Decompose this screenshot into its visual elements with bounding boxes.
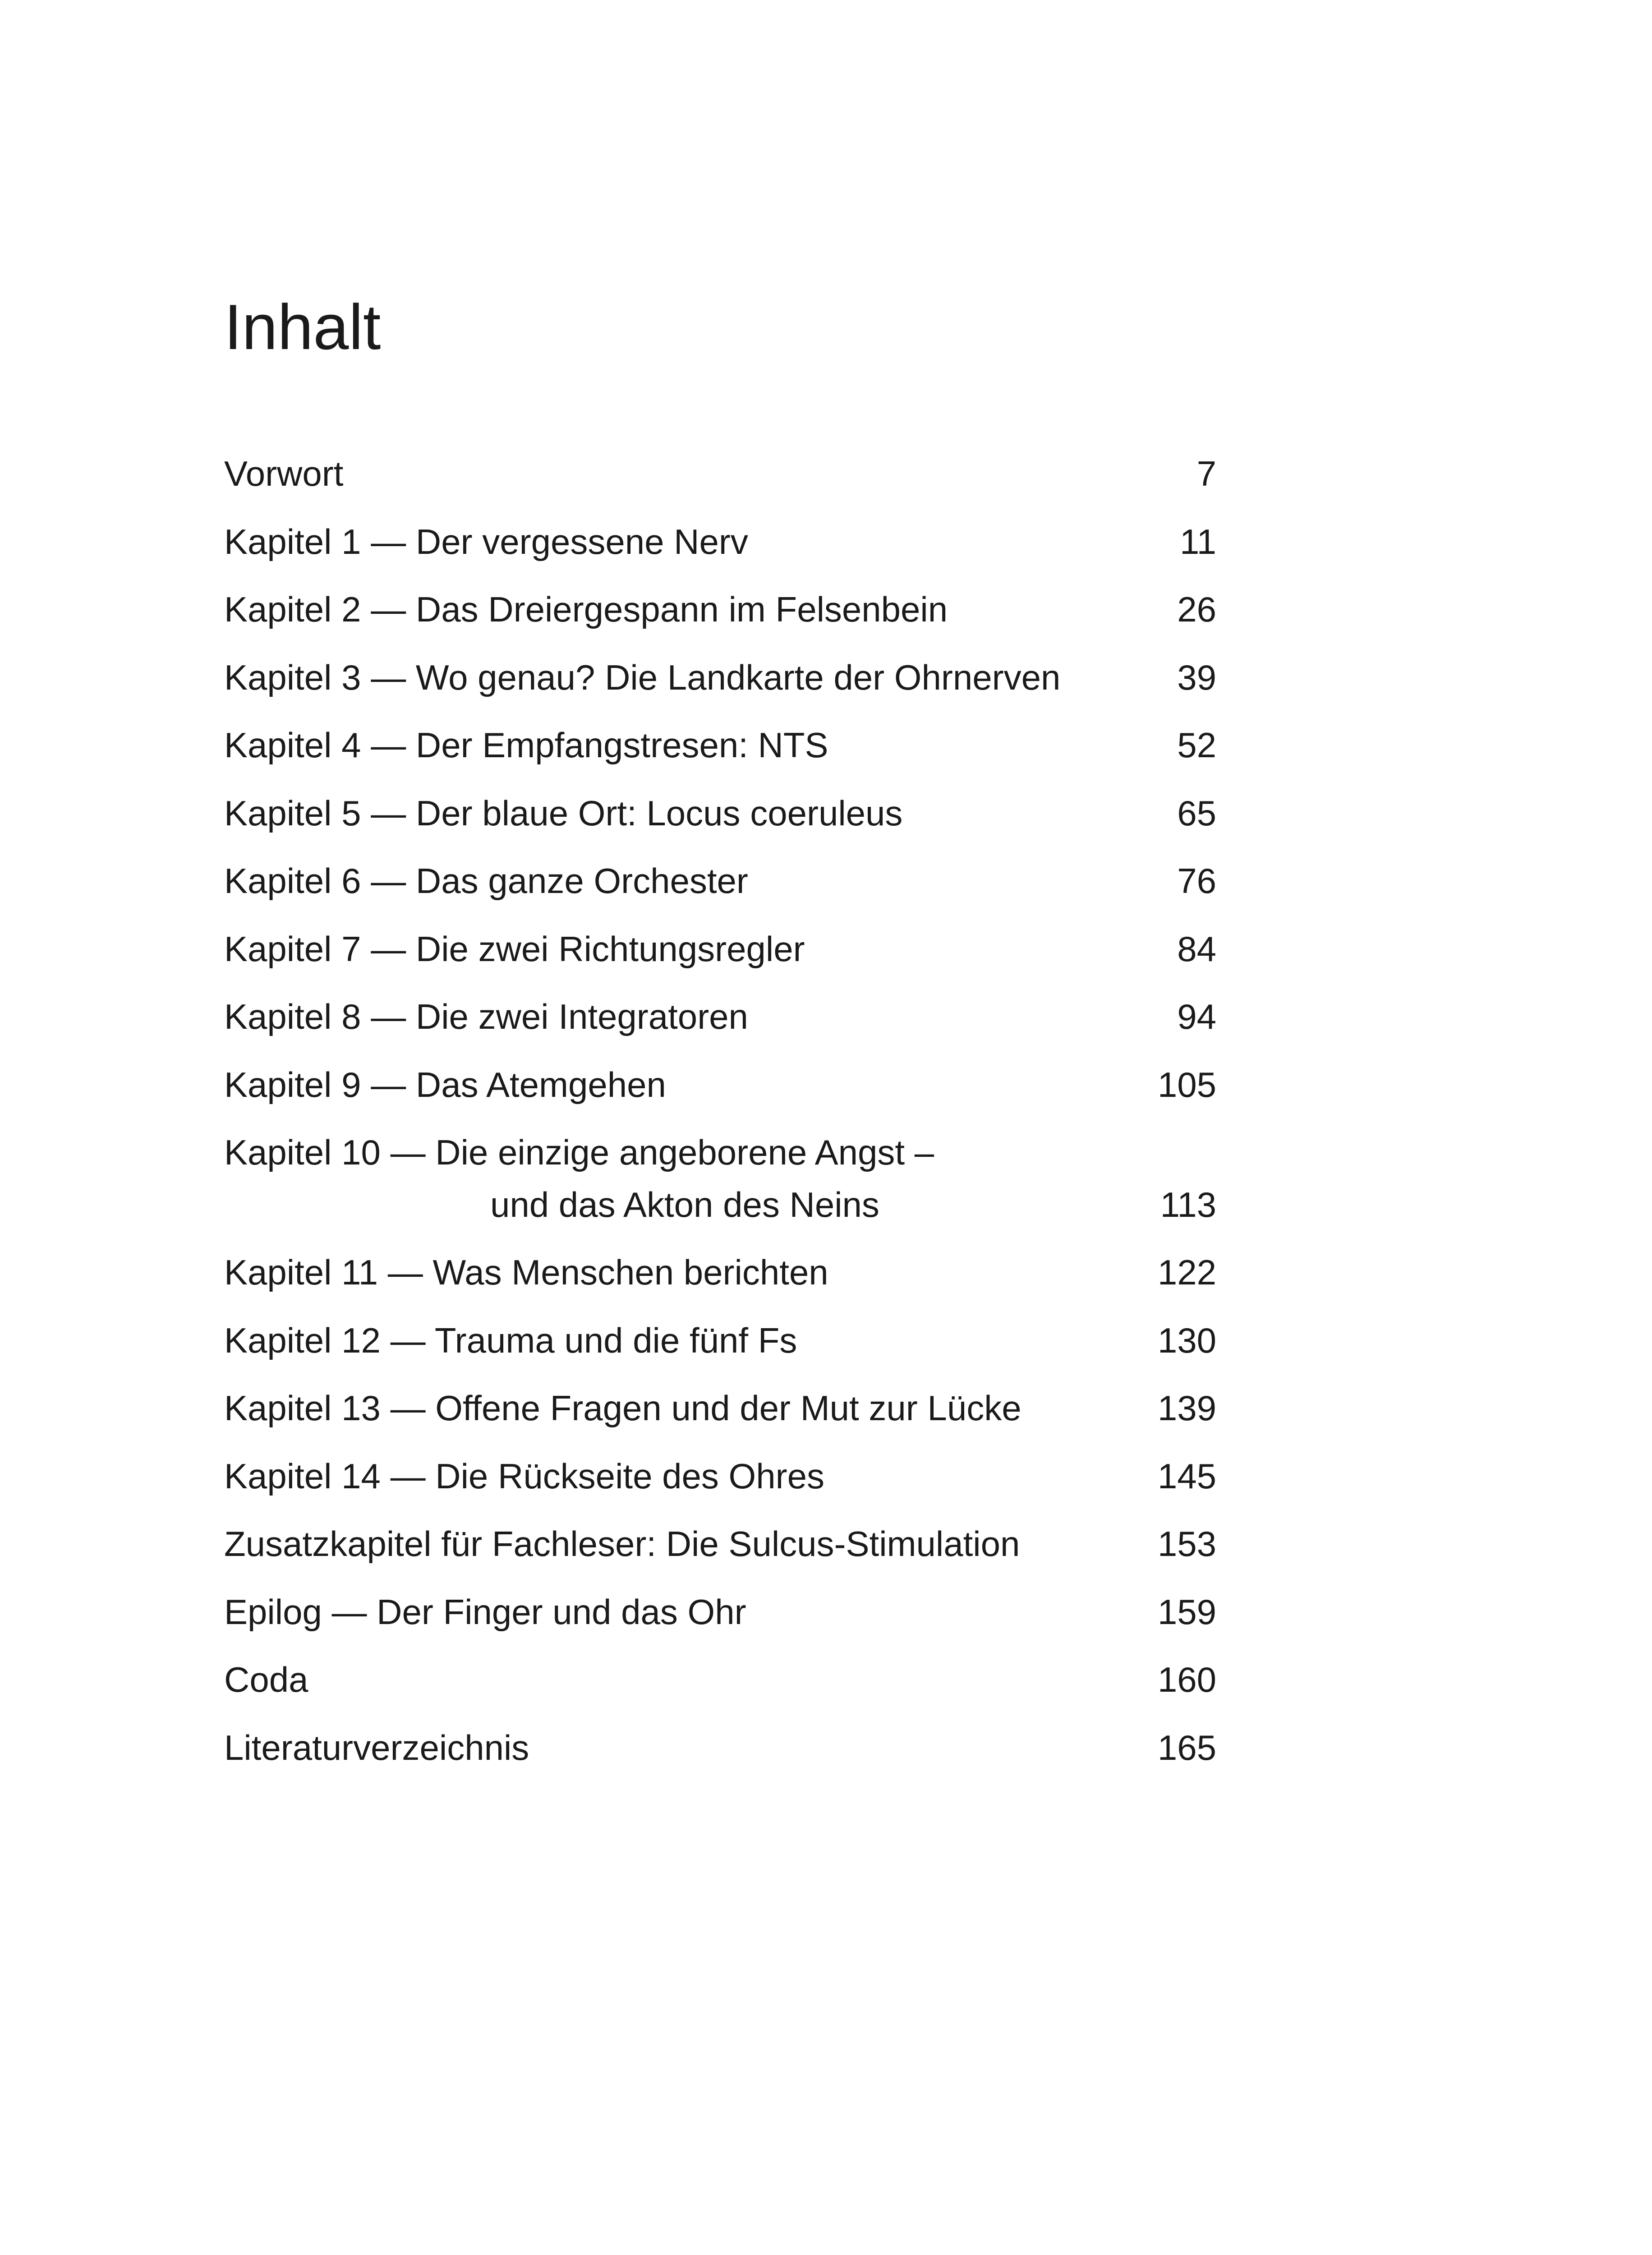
toc-entry-label: Vorwort (224, 454, 344, 493)
toc-entry-kapitel-11[interactable] (224, 1250, 1216, 1318)
toc-entry-page-number: 65 (1177, 793, 1216, 833)
toc-entry-kapitel-14[interactable] (224, 1454, 1216, 1522)
toc-entry-page-number: 94 (1177, 997, 1216, 1036)
toc-entry-kapitel-3[interactable] (224, 655, 1216, 723)
toc-entry-page-number: 76 (1177, 861, 1216, 901)
toc-entry-page-number: 7 (1196, 454, 1216, 493)
toc-entry-kapitel-12[interactable] (224, 1318, 1216, 1386)
toc-entry-page-number: 11 (1180, 521, 1216, 561)
toc-entry-page-number: 139 (1157, 1388, 1216, 1428)
toc-entry-vorwort[interactable] (224, 451, 1216, 519)
toc-entry-page-number: 122 (1157, 1252, 1216, 1292)
toc-entry-label: Epilog — Der Finger und das Ohr (224, 1592, 746, 1632)
toc-entry-kapitel-8[interactable] (224, 994, 1216, 1062)
toc-entry-label: Kapitel 1 — Der vergessene Nerv (224, 521, 748, 561)
toc-entry-page-number: 52 (1177, 725, 1216, 765)
toc-entry-page-number: 26 (1177, 589, 1216, 629)
toc-entry-label: Kapitel 5 — Der blaue Ort: Locus coeruleus (224, 793, 903, 833)
toc-entry-label: Kapitel 4 — Der Empfangstresen: NTS (224, 725, 828, 765)
toc-entry-label: Kapitel 12 — Trauma und die fünf Fs (224, 1320, 797, 1360)
toc-entry-label: Zusatzkapitel für Fachleser: Die Sulcus-Stimulation (224, 1524, 1020, 1564)
toc-entry-label: Kapitel 3 — Wo genau? Die Landkarte der Ohrnerven (224, 657, 1061, 697)
toc-entry-literaturverzeichnis[interactable] (224, 1725, 1216, 1793)
toc-entry-coda[interactable] (224, 1657, 1216, 1725)
toc-entry-zusatzkapitel[interactable] (224, 1521, 1216, 1589)
toc-entry-label: Coda (224, 1660, 308, 1699)
toc-entry-kapitel-2[interactable] (224, 587, 1216, 655)
toc-entry-label: Kapitel 10 — Die einzige angeborene Angst – (224, 1132, 934, 1172)
toc-entry-page-number: 105 (1157, 1064, 1216, 1104)
toc-entry-label: Kapitel 13 — Offene Fragen und der Mut zur Lücke (224, 1388, 1022, 1428)
toc-entry-page-number: 153 (1157, 1524, 1216, 1564)
toc-entry-page-number: 113 (1160, 1185, 1216, 1224)
toc-entry-label: Kapitel 2 — Das Dreiergespann im Felsenbein (224, 589, 948, 629)
toc-entry-page-number: 84 (1177, 929, 1216, 969)
page-title: Inhalt (224, 291, 381, 363)
toc-entry-page-number: 130 (1157, 1320, 1216, 1360)
toc-entry-page-number: 160 (1157, 1660, 1216, 1699)
toc-entry-kapitel-9[interactable] (224, 1062, 1216, 1130)
toc-entry-kapitel-7[interactable] (224, 926, 1216, 994)
toc-entry-kapitel-5[interactable] (224, 791, 1216, 859)
toc-entry-label: Kapitel 14 — Die Rückseite des Ohres (224, 1456, 824, 1496)
toc-entry-label: Literaturverzeichnis (224, 1727, 529, 1767)
toc-entry-page-number: 159 (1157, 1592, 1216, 1632)
toc-entry-epilog[interactable] (224, 1589, 1216, 1657)
toc-entry-page-number: 145 (1157, 1456, 1216, 1496)
toc-entry-page-number: 39 (1177, 657, 1216, 697)
toc-entry-kapitel-4[interactable] (224, 723, 1216, 791)
toc-entry-label: Kapitel 8 — Die zwei Integratoren (224, 997, 748, 1036)
table-of-contents (224, 451, 1216, 1793)
toc-entry-kapitel-10[interactable] (224, 1130, 1216, 1250)
toc-entry-page-number: 165 (1157, 1727, 1216, 1767)
toc-entry-label: Kapitel 7 — Die zwei Richtungsregler (224, 929, 805, 969)
toc-entry-label-continuation: und das Akton des Neins (490, 1185, 879, 1224)
toc-entry-label: Kapitel 6 — Das ganze Orchester (224, 861, 748, 901)
toc-entry-kapitel-6[interactable] (224, 858, 1216, 926)
toc-entry-label: Kapitel 9 — Das Atemgehen (224, 1064, 666, 1104)
toc-entry-label: Kapitel 11 — Was Menschen berichten (224, 1252, 828, 1292)
toc-entry-kapitel-1[interactable] (224, 519, 1216, 587)
toc-entry-kapitel-13[interactable] (224, 1385, 1216, 1454)
